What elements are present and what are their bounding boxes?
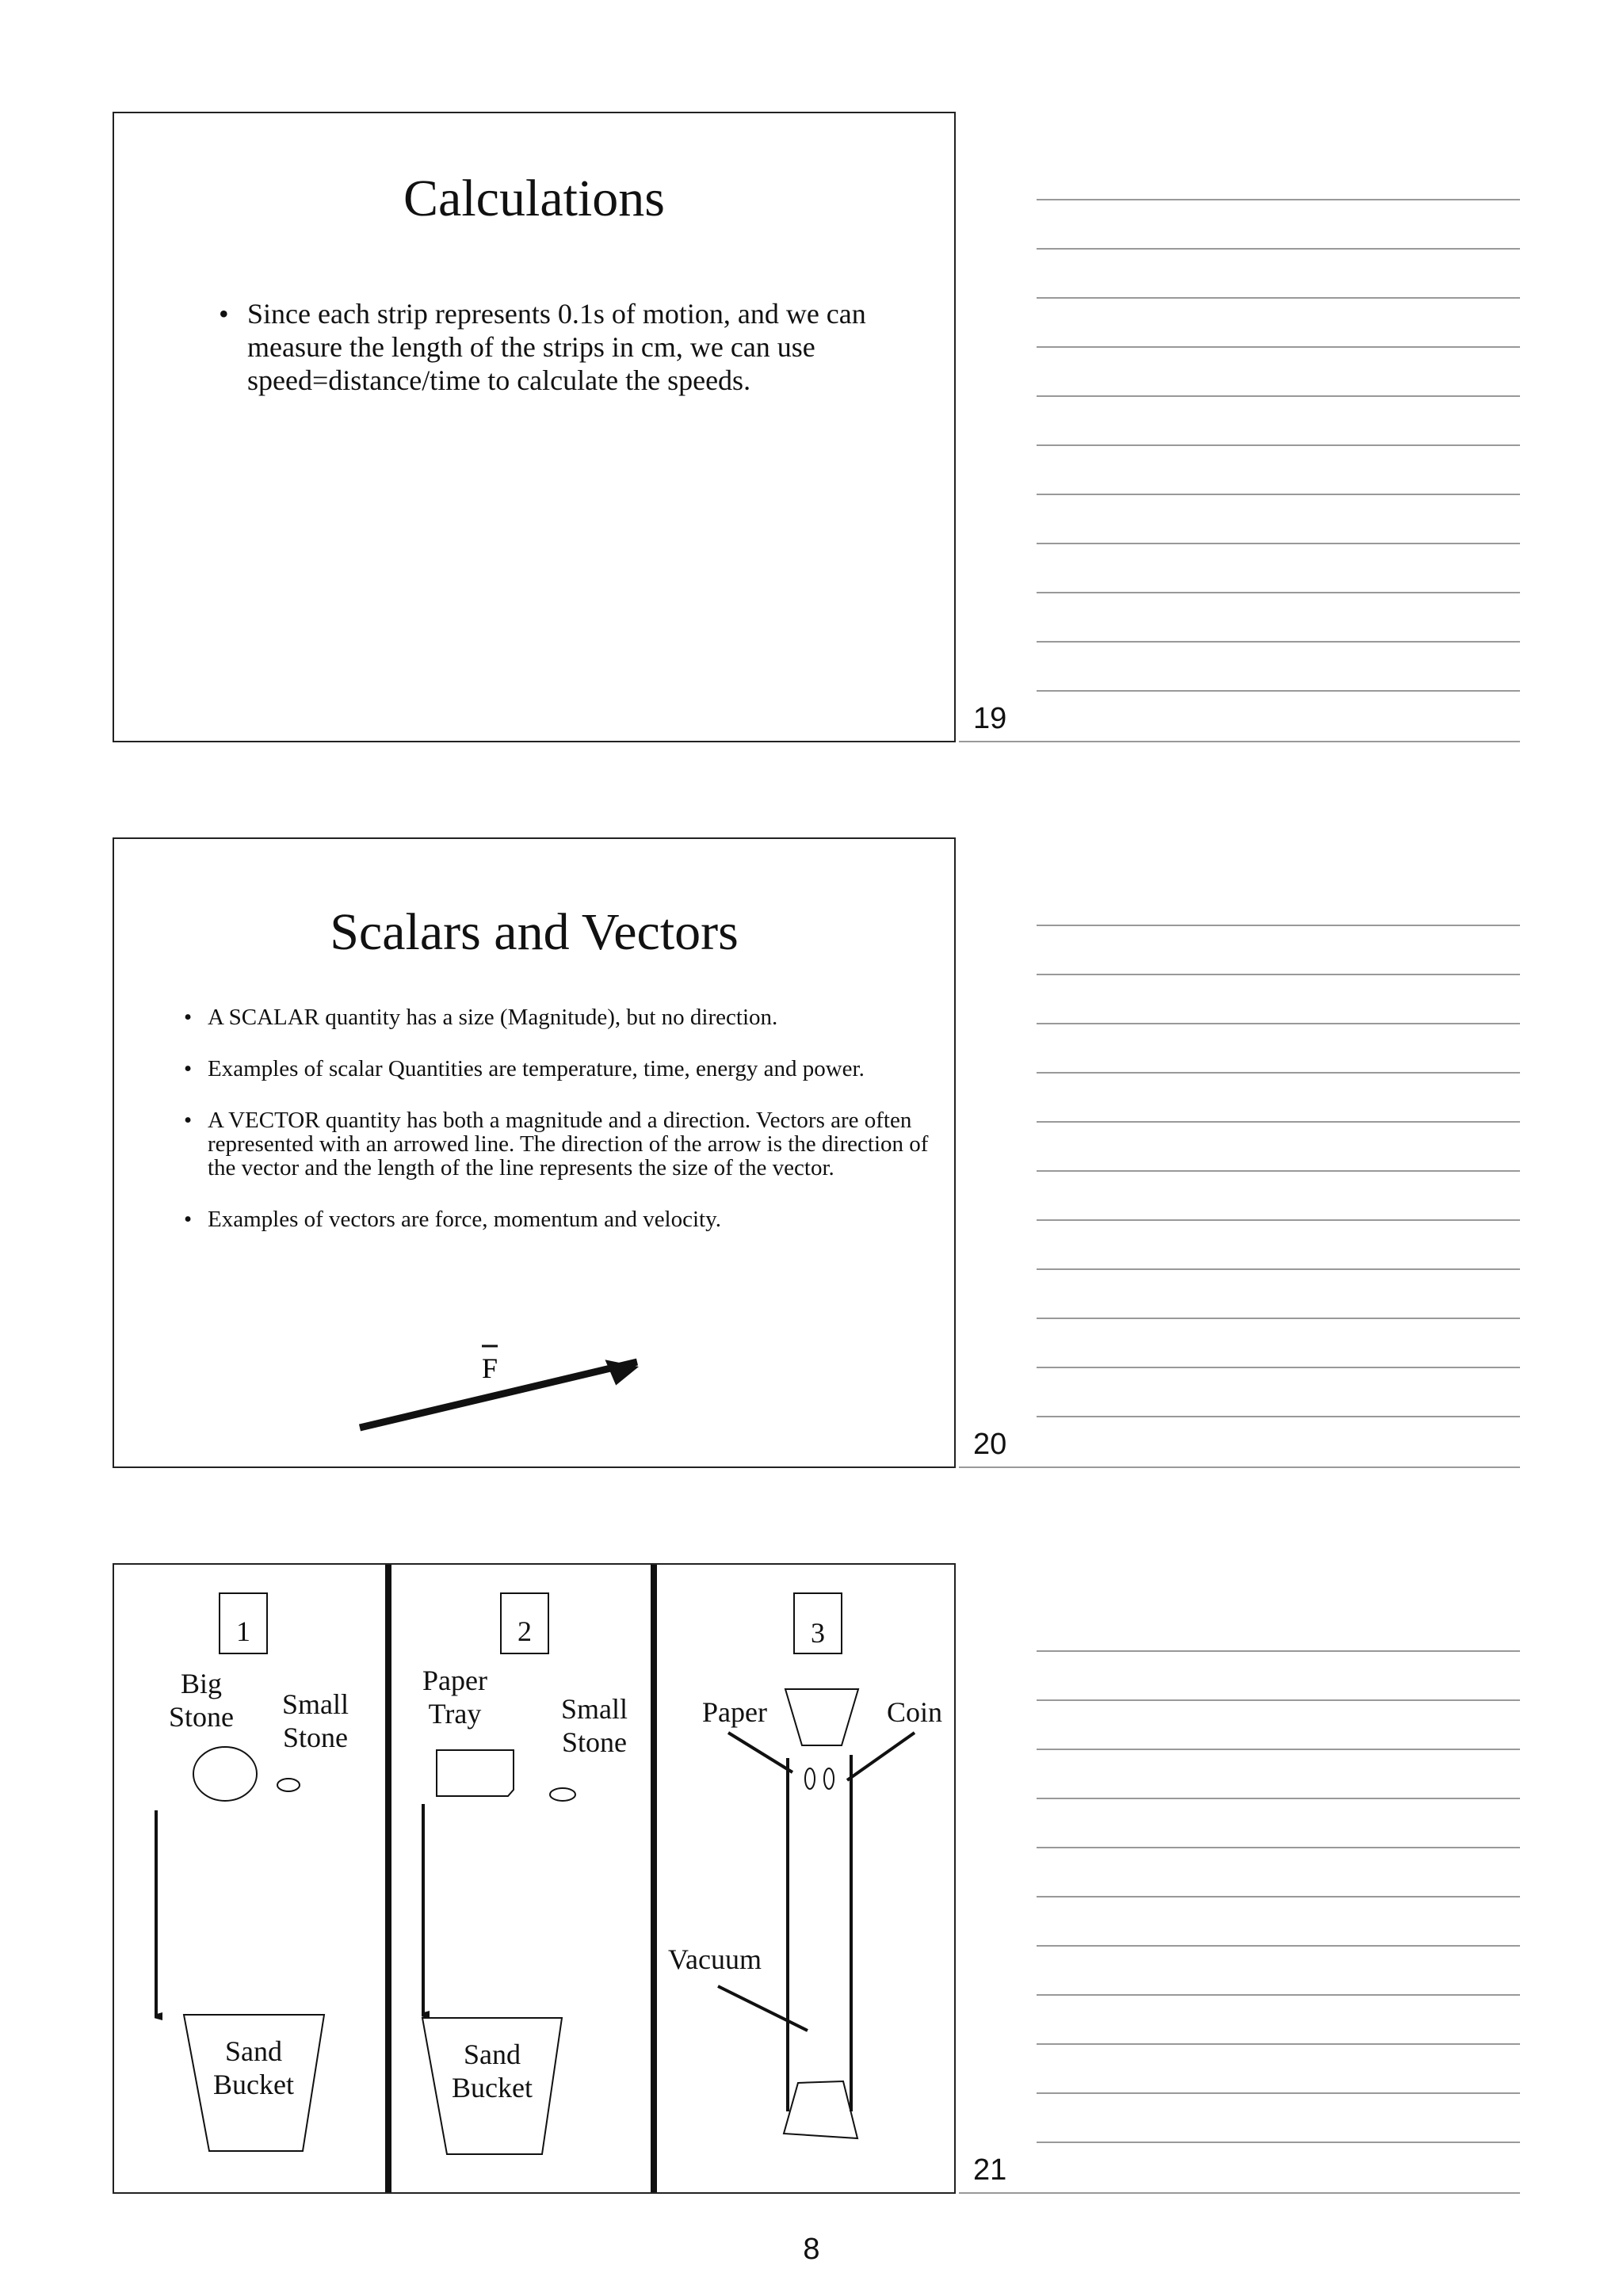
small-stone-label: Stone: [561, 1726, 628, 1758]
slide-21: [113, 1563, 956, 2194]
slide-number: 19: [973, 702, 1007, 735]
small-stone-icon: [550, 1788, 575, 1801]
slide-number: 20: [973, 1428, 1007, 1461]
small-stone-icon: [277, 1779, 300, 1791]
paper-tray-label: Paper: [422, 1665, 487, 1696]
bullet-item: • Since each strip represents 0.1s of motion, and we can measure the length of the strips in cm, we can use speed=distance/time to calculate the speeds.: [247, 297, 897, 397]
big-stone-icon: [193, 1747, 257, 1801]
panel-number: 1: [236, 1615, 250, 1647]
panel-number: 2: [517, 1615, 532, 1647]
slide-title: Scalars and Vectors: [330, 903, 739, 961]
bucket-label: Bucket: [452, 2072, 533, 2103]
panel-number: 3: [811, 1617, 825, 1649]
page-number: 8: [803, 2233, 820, 2266]
big-stone-label: Stone: [168, 1701, 235, 1733]
coin-label: Coin: [886, 1696, 943, 1728]
coin-pointer: [847, 1733, 915, 1780]
slide-19: [113, 112, 956, 742]
paper-pointer: [728, 1733, 792, 1772]
bucket-label: Bucket: [213, 2069, 294, 2100]
bullet-item: • A VECTOR quantity has both a magnitude and a direction. Vectors are often represented with an arrowed line. The direction of the arrow is the direction of the vector and the length of the line represents the size of the vector.: [208, 1108, 929, 1180]
paper-tray-icon: [437, 1750, 514, 1796]
slide-20: [113, 837, 956, 1468]
panel-divider: [651, 1565, 657, 2194]
vacuum-pointer: [718, 1986, 808, 2031]
small-stone-label: Small: [560, 1693, 628, 1725]
vector-label: F: [482, 1352, 498, 1384]
bullet-list: [247, 297, 897, 397]
vector-arrow-shaft: [360, 1362, 637, 1428]
slide-number: 21: [973, 2153, 1007, 2187]
falling-objects-diagram: [114, 1565, 956, 2194]
bullet-item: • Examples of vectors are force, momentum and velocity.: [208, 1207, 929, 1231]
bucket-label: Sand: [225, 2035, 282, 2067]
vector-arrow-diagram: [114, 839, 956, 1468]
vacuum-label: Vacuum: [668, 1943, 762, 1975]
bullet-item: • Examples of scalar Quantities are temperature, time, energy and power.: [208, 1057, 929, 1081]
small-stone-label: Small: [281, 1688, 349, 1720]
tube-base-icon: [784, 2081, 857, 2138]
paper-icon: [805, 1768, 815, 1789]
small-stone-label: Stone: [282, 1722, 349, 1753]
paper-label: Paper: [702, 1696, 767, 1728]
bullet-item: • A SCALAR quantity has a size (Magnitude), but no direction.: [208, 1005, 929, 1029]
tube-cap-icon: [785, 1689, 858, 1745]
bucket-label: Sand: [464, 2039, 521, 2070]
panel-divider: [385, 1565, 391, 2194]
slide-title: Calculations: [403, 170, 665, 227]
big-stone-label: Big: [180, 1668, 223, 1699]
paper-tray-label: Tray: [428, 1698, 482, 1730]
coin-icon: [824, 1768, 834, 1789]
